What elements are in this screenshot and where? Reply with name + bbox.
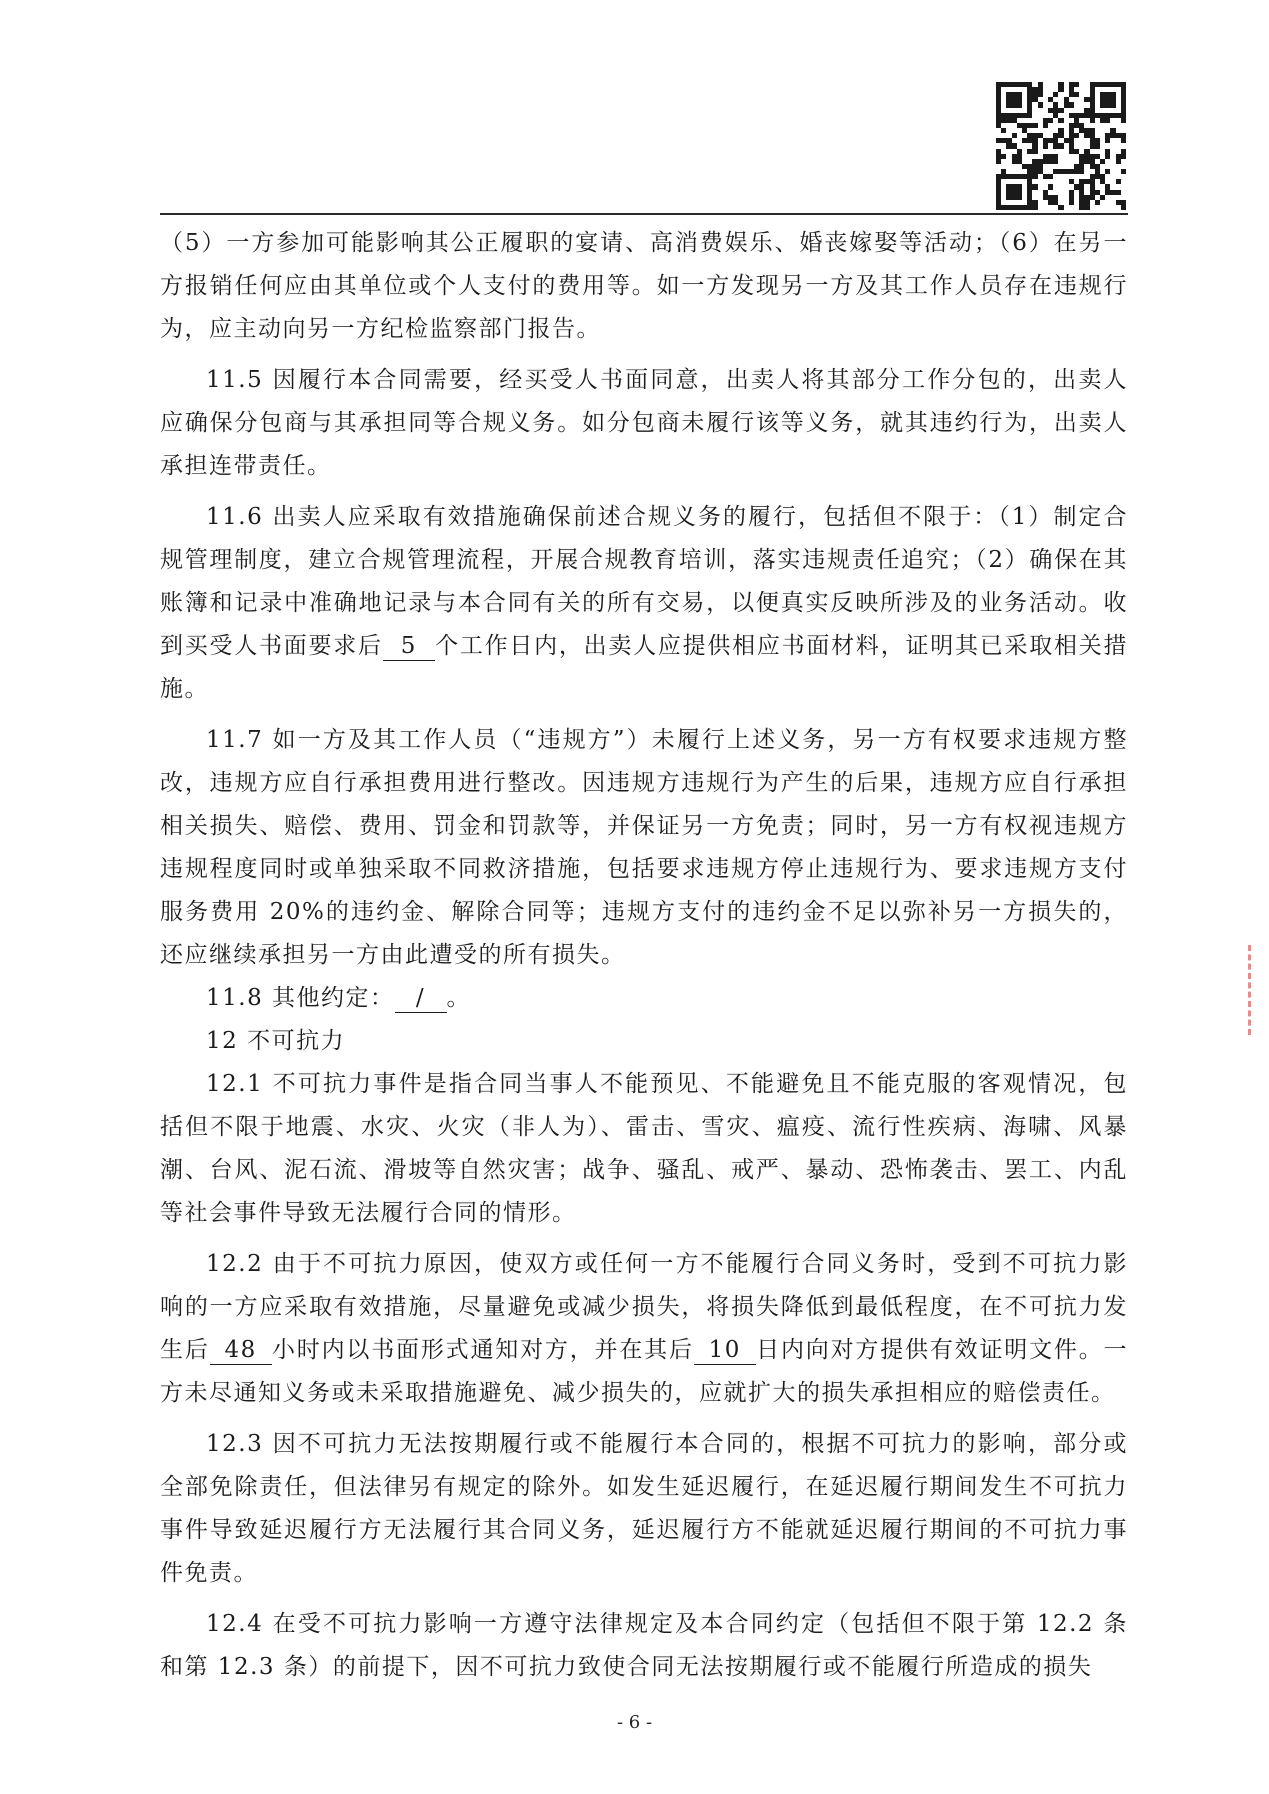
clause-12-2-text-b: 小时内以书面形式通知对方，并在其后: [271, 1337, 694, 1363]
clause-11-8: [160, 977, 1128, 1020]
clause-12-3: 12.3 因不可抗力无法按期履行或不能履行本合同的，根据不可抗力的影响，部分或全部免除责任，但法律另有规定的除外。如发生延迟履行，在延迟履行期间发生不可抗力事件导致延迟履行方无法履行其合同义务，延迟履行方不能就延迟履行期间的不可抗力事件免责。: [160, 1431, 1128, 1586]
clause-11-8-text-a: 11.8 其他约定：: [206, 985, 395, 1011]
clause-11-7: 11.7 如一方及其工作人员（“违规方”）未履行上述义务，另一方有权要求违规方整改，违规方应自行承担费用进行整改。因违规方违规行为产生的后果，违规方应自行承担相关损失、赔偿、费用、罚金和罚款等，并保证另一方免责；同时，另一方有权视违规方违规程度同时或单独采取不同救济措施，包括要求违规方停止违规行为、要求违规方支付服务费用 20%的违约金、解除合同等；违规方支付的违约金不足以弥补另一方损失的，还应继续承担另一方由此遭受的所有损失。: [160, 727, 1128, 968]
clause-11-6-days-blank: 5: [383, 632, 435, 661]
clause-12-2-hours-blank: 48: [210, 1336, 272, 1365]
clause-12-2: [160, 1243, 1128, 1415]
clause-11-6-text-a: 11.6 出卖人应采取有效措施确保前述合规义务的履行，包括但不限于：（1）制定合规管理制度，建立合规管理流程，开展合规教育培训，落实违规责任追究；（2）确保在其账簿和记录中准确地记录与本合同有关的所有交易，以便真实反映所涉及的业务活动。收到买受人书面要求后: [160, 504, 1128, 659]
clause-12-2-text-c: 日内向对方提供有效证明文件。一方未尽通知义务或未采取措施避免、减少损失的，应就扩大的损失承担相应的赔偿责任。: [160, 1337, 1129, 1406]
clause-12-2-days-blank: 10: [694, 1336, 756, 1365]
clause-12-2-text-a: 12.2 由于不可抗力原因，使双方或任何一方不能履行合同义务时，受到不可抗力影响的一方应采取有效措施，尽量避免或减少损失，将损失降低到最低程度，在不可抗力发生后: [160, 1251, 1128, 1363]
header-divider: [160, 213, 1128, 215]
clause-11-8-value-blank: /: [395, 984, 447, 1013]
clause-11-6-text-b: 个工作日内，出卖人应提供相应书面材料，证明其已采取相关措施。: [160, 633, 1129, 702]
qr-code-icon: [996, 82, 1126, 210]
clause-11-5: 11.5 因履行本合同需要，经买受人书面同意，出卖人将其部分工作分包的，出卖人应确保分包商与其承担同等合规义务。如分包商未履行该等义务，就其违约行为，出卖人承担连带责任。: [160, 367, 1128, 479]
clause-11-8-text-b: 。: [446, 985, 472, 1011]
paragraph-11-4-continued: （5）一方参加可能影响其公正履职的宴请、高消费娱乐、婚丧嫁娶等活动；（6）在另一方报销任何应由其单位或个人支付的费用等。如一方发现另一方及其工作人员存在违规行为，应主动向另一方纪检监察部门报告。: [160, 230, 1128, 342]
section-12-heading: 12 不可抗力: [206, 1028, 346, 1054]
seam-stamp-mark: [1248, 945, 1261, 1035]
page-number: - 6 -: [616, 1712, 653, 1733]
clause-12-1: 12.1 不可抗力事件是指合同当事人不能预见、不能避免且不能克服的客观情况，包括但不限于地震、水灾、火灾（非人为）、雷击、雪灾、瘟疫、流行性疾病、海啸、风暴潮、台风、泥石流、滑坡等自然灾害；战争、骚乱、戒严、暴动、恐怖袭击、罢工、内乱等社会事件导致无法履行合同的情形。: [160, 1071, 1128, 1226]
clause-11-6: [160, 496, 1128, 711]
clause-12-4: 12.4 在受不可抗力影响一方遵守法律规定及本合同约定（包括但不限于第 12.2 条和第 12.3 条）的前提下，因不可抗力致使合同无法按期履行或不能履行所造成的损失: [160, 1611, 1128, 1680]
contract-body: [160, 222, 1128, 1689]
